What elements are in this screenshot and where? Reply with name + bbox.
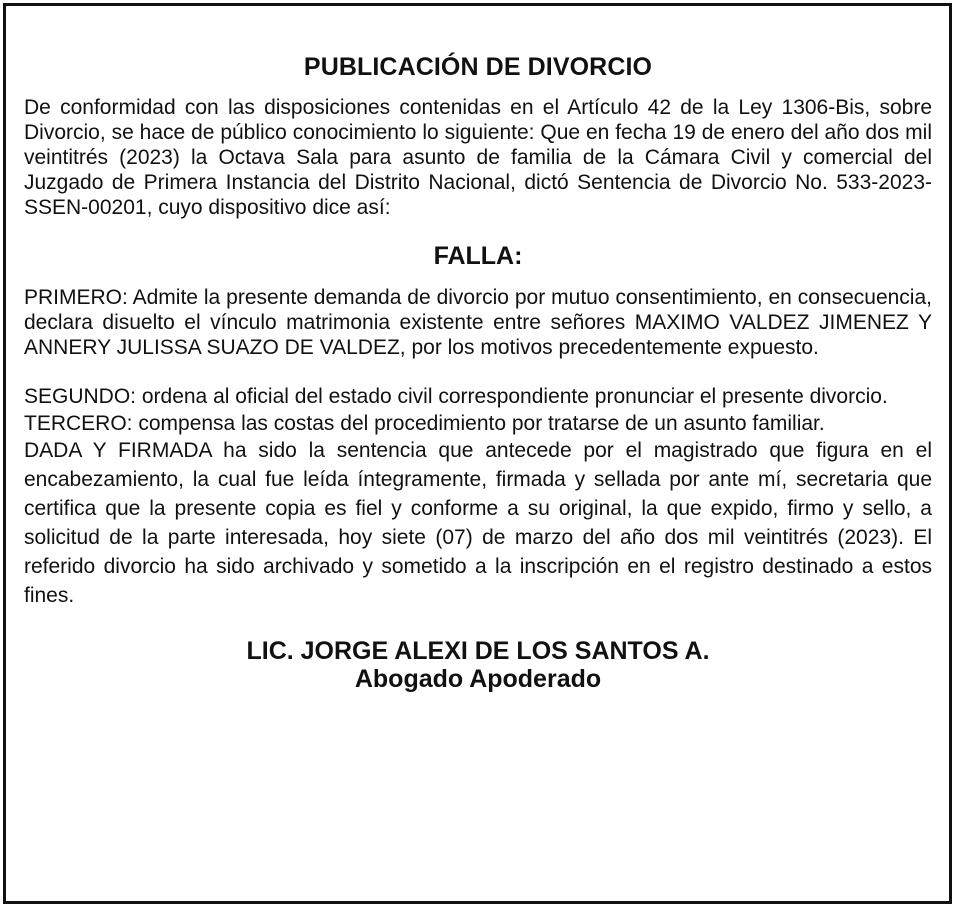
segundo-paragraph: SEGUNDO: ordena al oficial del estado civil correspondiente pronunciar el presente divorcio. <box>24 385 888 408</box>
intro-paragraph: De conformidad con las disposiciones contenidas en el Artículo 42 de la Ley 1306-Bis, sobre Divorcio, se hace de público conocimiento lo siguiente: Que en fecha 19 de enero del año dos mil veintitrés (2023) la Octava Sala para asunto de familia de la Cámara Civil y comercial del Juzgado de Primera Instancia del Distrito Nacional, dictó Sentencia de Divorcio No. 533-2023-SSEN-00201, cuyo dispositivo dice así: <box>24 96 932 219</box>
notice-content <box>24 51 932 693</box>
notice-frame <box>3 3 952 904</box>
signature-block <box>24 637 932 693</box>
notice-title: PUBLICACIÓN DE DIVORCIO <box>303 53 653 81</box>
signature-role: Abogado Apoderado <box>354 665 602 693</box>
tercero-paragraph: TERCERO: compensa las costas del procedimiento por tratarse de un asunto familiar. <box>24 412 825 435</box>
signature-name: LIC. JORGE ALEXI DE LOS SANTOS A. <box>246 637 710 665</box>
primero-paragraph: PRIMERO: Admite la presente demanda de divorcio por mutuo consentimiento, en consecuencia, declara disuelto el vínculo matrimonia existente entre señores MAXIMO VALDEZ JIMENEZ Y ANNERY JULISSA SUAZO DE VALDEZ, por los motivos precedentemente expuesto. <box>24 286 932 359</box>
dada-paragraph: DADA Y FIRMADA ha sido la sentencia que antecede por el magistrado que figura en el encabezamiento, la cual fue leída íntegramente, firmada y sellada por ante mí, secretaria que certifica que la presente copia es fiel y conforme a su original, la que expido, firmo y sello, a solicitud de la parte interesada, hoy siete (07) de marzo del año dos mil veintitrés (2023). El referido divorcio ha sido archivado y sometido a la inscripción en el registro destinado a estos fines. <box>24 439 932 607</box>
falla-heading: FALLA: <box>433 242 523 270</box>
